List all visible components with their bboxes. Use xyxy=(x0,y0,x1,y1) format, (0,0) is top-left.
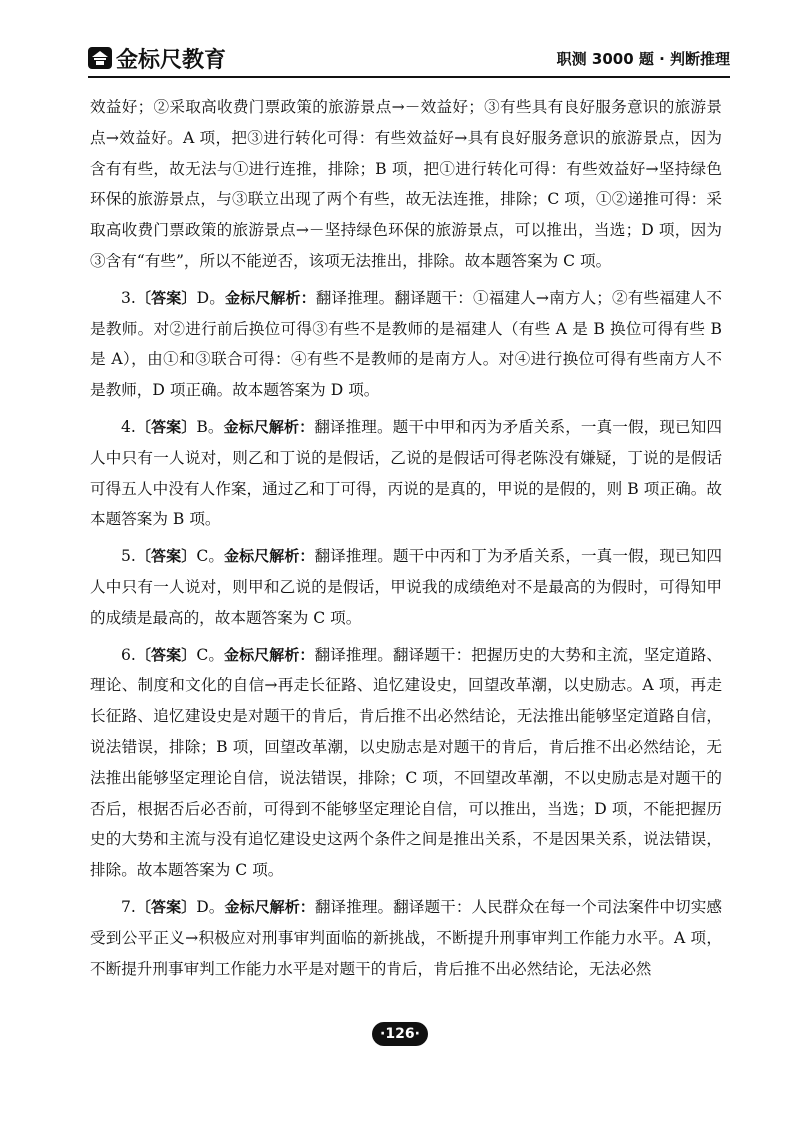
page-header xyxy=(88,40,730,78)
brand-logo xyxy=(88,43,226,74)
analysis-label: 金标尺解析： xyxy=(223,417,315,436)
answer-item-5 xyxy=(90,541,722,633)
answer-label: 〔答案〕 xyxy=(135,547,197,566)
analysis-text: 翻译推理。翻译题干：人民群众在每一个司法案件中切实感受到公平正义→积极应对刑事审判面临的新挑战，不断提升刑事审判工作能力水平。A 项，不断提升刑事审判工作能力水平是对题干的肯后，肯后推不出必然结论，无法必然 xyxy=(90,897,722,978)
analysis-label: 金标尺解析： xyxy=(224,897,315,916)
answer-item-6 xyxy=(90,640,722,886)
answer-value: C。 xyxy=(196,547,225,566)
logo-text: 金标尺教育 xyxy=(116,47,227,73)
answer-content xyxy=(90,92,722,984)
answer-label: 〔答案〕 xyxy=(135,645,197,664)
item-number: 3. xyxy=(121,288,136,307)
paragraph-continued: 效益好；②采取高收费门票政策的旅游景点→－效益好；③有些具有良好服务意识的旅游景点→效益好。A 项，把③进行转化可得：有些效益好→具有良好服务意识的旅游景点，因为含有有些，故无法与①进行连推，排除；B 项，把①进行转化可得：有些效益好→坚持绿色环保的旅游景点，与③联立出现了两个有些，故无法连推，排除；C 项，①②递推可得：采取高收费门票政策的旅游景点→－坚持绿色环保的旅游景点，可以推出，当选；D 项，因为③含有“有些”，所以不能逆否，该项无法推出，排除。故本题答案为 C 项。 xyxy=(90,98,722,270)
book-title: 职测 3000 题 · 判断推理 xyxy=(556,49,730,68)
analysis-text: 翻译推理。题干中丙和丁为矛盾关系，一真一假，现已知四人中只有一人说对，则甲和乙说的是假话，甲说我的成绩绝对不是最高的为假时，可得知甲的成绩是最高的，故本题答案为 C 项。 xyxy=(90,547,722,627)
analysis-label: 金标尺解析： xyxy=(224,547,315,566)
answer-value: B。 xyxy=(196,417,224,436)
item-number: 6. xyxy=(121,645,136,664)
answer-value: C。 xyxy=(196,645,225,664)
item-number: 5. xyxy=(121,547,136,566)
answer-item-3 xyxy=(90,283,722,406)
item-number: 4. xyxy=(121,417,136,436)
analysis-text: 翻译推理。翻译题干：①福建人→南方人；②有些福建人不是教师。对②进行前后换位可得③有些不是教师的是福建人（有些 A 是 B 换位可得有些 B 是 A），由①和③联合可得：④有些不是教师的是南方人。对④进行换位可得有些南方人不是教师，D 项正确。故本题答案为 D 项。 xyxy=(90,288,722,400)
analysis-label: 金标尺解析： xyxy=(224,645,315,664)
logo-icon xyxy=(88,47,112,69)
analysis-text: 翻译推理。题干中甲和丙为矛盾关系，一真一假，现已知四人中只有一人说对，则乙和丁说的是假话，乙说的是假话可得老陈没有嫌疑，丁说的是假话可得五人中没有人作案，通过乙和丁可得，丙说的是真的，甲说的是假的，则 B 项正确。故本题答案为 B 项。 xyxy=(90,417,722,529)
analysis-label: 金标尺解析： xyxy=(224,288,316,307)
answer-label: 〔答案〕 xyxy=(135,288,197,307)
item-number: 7. xyxy=(121,897,136,916)
page-number: · 126 · xyxy=(372,1022,428,1046)
answer-value: D。 xyxy=(196,288,225,307)
analysis-text: 翻译推理。翻译题干：把握历史的大势和主流，坚定道路、理论、制度和文化的自信→再走长征路、追忆建设史，回望改革潮，以史励志。A 项，再走长征路、追忆建设史是对题干的肯后，肯后推不出必然结论，无法推出能够坚定道路自信，说法错误，排除；B 项，回望改革潮，以史励志是对题干的肯后，肯后推不出必然结论，无法推出能够坚定理论自信，说法错误，排除；C 项，不回望改革潮，不以史励志是对题干的否后，根据否后必否前，可得到不能够坚定理论自信，可以推出，当选；D 项，不能把握历史的大势和主流与没有追忆建设史这两个条件之间是推出关系，不是因果关系，说法错误，排除。故本题答案为 C 项。 xyxy=(90,645,722,880)
answer-value: D。 xyxy=(196,897,225,916)
answer-item-7 xyxy=(90,892,722,984)
answer-label: 〔答案〕 xyxy=(135,417,197,436)
page-number-value: 126 xyxy=(385,1026,415,1042)
answer-label: 〔答案〕 xyxy=(135,897,197,916)
answer-item-4 xyxy=(90,412,722,535)
